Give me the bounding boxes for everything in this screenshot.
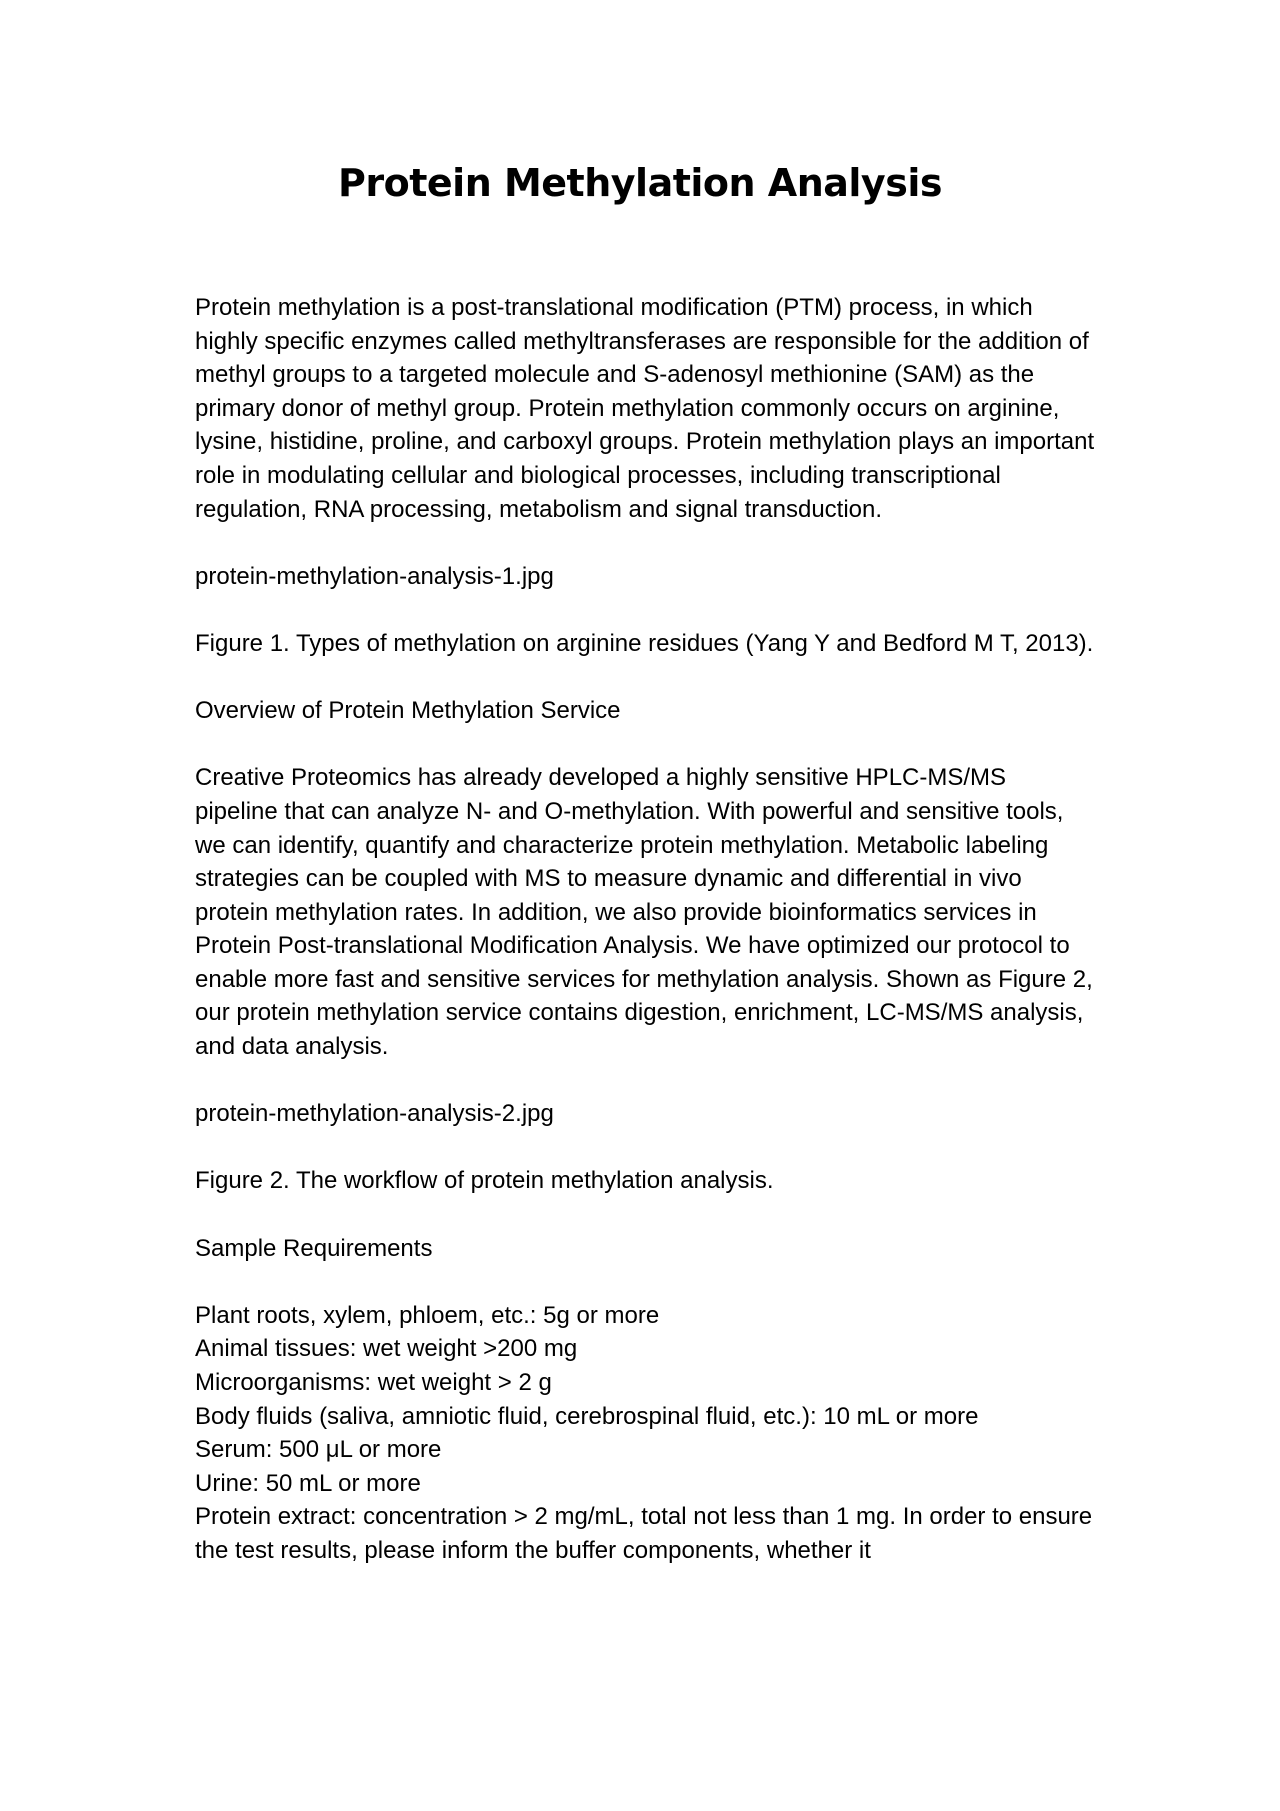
figure1-filename: protein-methylation-analysis-1.jpg — [195, 562, 554, 590]
figure2-caption: Figure 2. The workflow of protein methylation analysis. — [195, 1167, 774, 1195]
page-title: Protein Methylation Analysis — [338, 161, 942, 205]
list-item: Body fluids (saliva, amniotic fluid, cerebrospinal fluid, etc.): 10 mL or more — [195, 1402, 979, 1430]
document-body — [195, 291, 1095, 1568]
figure1-caption: Figure 1. Types of methylation on arginine residues (Yang Y and Bedford M T, 2013). — [195, 629, 1094, 657]
list-item: Serum: 500 μL or more — [195, 1436, 442, 1464]
list-item: Microorganisms: wet weight > 2 g — [195, 1369, 552, 1396]
figure2-filename: protein-methylation-analysis-2.jpg — [195, 1100, 554, 1128]
intro-paragraph: Protein methylation is a post-translational modification (PTM) process, in which highly specific enzymes called methyltransferases are responsible for the addition of methyl groups to a targeted molecule and S-adenosyl methionine (SAM) as the primary donor of methyl group. Protein methylation commonly occurs on arginine, lysine, histidine, proline, and carboxyl groups. Protein methylation plays an important role in modulating cellular and biological processes, including transcriptional regulation, RNA processing, metabolism and signal transduction. — [195, 294, 1095, 523]
overview-heading: Overview of Protein Methylation Service — [195, 697, 621, 725]
list-item: Protein extract: concentration > 2 mg/mL, total not less than 1 mg. In order to ensure the test results, please inform the buffer components, whether it — [195, 1503, 1093, 1564]
list-item: Animal tissues: wet weight >200 mg — [195, 1335, 578, 1363]
sample-requirements-list — [195, 1299, 1095, 1568]
sample-requirements-heading: Sample Requirements — [195, 1234, 433, 1262]
list-item: Urine: 50 mL or more — [195, 1469, 421, 1497]
overview-paragraph: Creative Proteomics has already developed a highly sensitive HPLC-MS/MS pipeline that can analyze N- and O-methylation. With powerful and sensitive tools, we can identify, quantify and characterize protein methylation. Metabolic labeling strategies can be coupled with MS to measure dynamic and differential in vivo protein methylation rates. In addition, we also provide bioinformatics services in Protein Post-translational Modification Analysis. We have optimized our protocol to enable more fast and sensitive services for methylation analysis. Shown as Figure 2, our protein methylation service contains digestion, enrichment, LC-MS/MS analysis, and data analysis. — [195, 764, 1093, 1061]
list-item: Plant roots, xylem, phloem, etc.: 5g or more — [195, 1301, 660, 1329]
